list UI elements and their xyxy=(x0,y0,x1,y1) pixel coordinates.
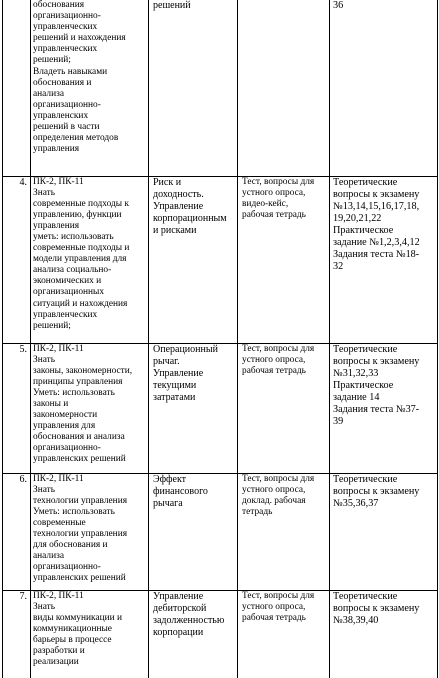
competence-cell xyxy=(31,343,149,473)
cell-text-line: Теоретические xyxy=(333,590,398,602)
cell-text-line: решений xyxy=(153,0,191,11)
cell-text-line: Знать xyxy=(33,354,56,365)
cell-text-line: уметь: использовать xyxy=(33,231,114,242)
cell-text-line: Тест, вопросы для xyxy=(242,590,315,601)
cell-text-line: организационно- xyxy=(33,99,101,110)
cell-text-line: ПК-2, ПК-11 xyxy=(33,590,84,601)
cell-text-line: Уметь: использовать xyxy=(33,506,115,517)
cell-text-line: анализа xyxy=(33,88,64,99)
cell-text-line: Практическое xyxy=(333,379,394,391)
cell-text-line: законы и xyxy=(33,398,69,409)
cell-text-line: анализа социально- xyxy=(33,265,112,276)
cell-text-line: коммуникационные xyxy=(33,623,112,634)
cell-text-line: 32 xyxy=(333,260,344,272)
cell-text-line: №35,36,37 xyxy=(333,497,379,509)
cell-text-line: Тест, вопросы для xyxy=(242,343,315,354)
row-number xyxy=(3,0,31,176)
cell-text-line: Управление xyxy=(153,590,204,602)
topic-cell xyxy=(149,343,238,473)
assessment-tasks-cell xyxy=(330,0,438,176)
cell-text-line: 19,20,21,22 xyxy=(333,212,382,224)
cell-text-line: управленских решений xyxy=(33,454,126,465)
cell-text-line: современные подходы и xyxy=(33,243,130,254)
cell-text-line: затратами xyxy=(153,391,196,403)
cell-text-line: Знать xyxy=(33,484,56,495)
cell-text-line: задание 14 xyxy=(333,391,380,403)
row-number: 7. xyxy=(3,590,31,678)
cell-text-line: рабочая тетрадь xyxy=(242,209,306,220)
topic-cell xyxy=(149,473,238,590)
cell-text-line: управления для xyxy=(33,421,96,432)
table-row xyxy=(3,176,438,343)
cell-text-line: управленческих xyxy=(33,22,98,33)
cell-text-line: модели управления для xyxy=(33,254,127,265)
cell-text-line: Тест, вопросы для xyxy=(242,473,315,484)
cell-text-line: вопросы к экзамену xyxy=(333,355,420,367)
cell-text-line: управленских решений xyxy=(33,573,126,584)
cell-text-line: решений; xyxy=(33,320,71,331)
cell-text-line: экономических и xyxy=(33,276,102,287)
cell-text-line: рычаг. xyxy=(153,355,180,367)
cell-text-line: организационных xyxy=(33,287,105,298)
cell-text-line: задолженностью xyxy=(153,614,225,626)
assessment-form-cell xyxy=(238,590,330,678)
cell-text-line: организационно- xyxy=(33,443,101,454)
cell-text-line: Операционный xyxy=(153,343,218,355)
cell-text-line: Управление xyxy=(153,367,204,379)
cell-text-line: обоснования xyxy=(33,0,85,10)
cell-text-line: организационно- xyxy=(33,11,101,22)
cell-text-line: 39 xyxy=(333,415,344,427)
cell-text-line: устного опроса, xyxy=(242,601,306,612)
cell-text-line: ПК-2, ПК-11 xyxy=(33,176,84,187)
cell-text-line: устного опроса, xyxy=(242,484,306,495)
assessment-tasks-cell xyxy=(330,590,438,678)
row-number: 5. xyxy=(3,343,31,473)
cell-text-line: современные подходы к xyxy=(33,198,129,209)
cell-text-line: принципы управления xyxy=(33,376,123,387)
cell-text-line: Уметь: использовать xyxy=(33,387,115,398)
competence-cell xyxy=(31,176,149,343)
cell-text-line: анализа xyxy=(33,551,64,562)
cell-text-line: управленских xyxy=(33,110,89,121)
cell-text-line: Теоретические xyxy=(333,343,398,355)
cell-text-line: решений и нахождения xyxy=(33,33,126,44)
cell-text-line: вопросы к экзамену xyxy=(333,188,420,200)
cell-text-line: Управление xyxy=(153,200,204,212)
cell-text-line: вопросы к экзамену xyxy=(333,485,420,497)
cell-text-line: Тест, вопросы для xyxy=(242,176,315,187)
competence-cell xyxy=(31,590,149,678)
cell-text-line: Задания теста №18- xyxy=(333,248,420,260)
competence-cell xyxy=(31,473,149,590)
assessment-tasks-cell xyxy=(330,343,438,473)
cell-text-line: вопросы к экзамену xyxy=(333,602,420,614)
table-row xyxy=(3,343,438,473)
cell-text-line: 36 xyxy=(333,0,344,11)
cell-text-line: №38,39,40 xyxy=(333,614,379,626)
cell-text-line: рабочая тетрадь xyxy=(242,365,306,376)
cell-text-line: доклад. рабочая xyxy=(242,495,306,506)
cell-text-line: управления xyxy=(33,144,80,155)
cell-text-line: рабочая тетрадь xyxy=(242,612,306,623)
cell-text-line: барьеры в процессе xyxy=(33,634,112,645)
cell-text-line: Теоретические xyxy=(333,473,398,485)
cell-text-line: законы, закономерности, xyxy=(33,365,133,376)
cell-text-line: технологии управления xyxy=(33,495,128,506)
cell-text-line: закономерности xyxy=(33,410,98,421)
cell-text-line: Задания теста №37- xyxy=(333,403,420,415)
topic-cell xyxy=(149,0,238,176)
cell-text-line: решений в части xyxy=(33,122,100,133)
cell-text-line: тетрадь xyxy=(242,506,273,517)
cell-text-line: корпорационным xyxy=(153,212,227,224)
competence-cell xyxy=(31,0,149,176)
cell-text-line: доходность. xyxy=(153,188,204,200)
assessment-table xyxy=(2,0,438,678)
assessment-tasks-cell xyxy=(330,176,438,343)
cell-text-line: видео-кейс, xyxy=(242,198,289,209)
cell-text-line: ПК-2, ПК-11 xyxy=(33,343,84,354)
cell-text-line: управленческих xyxy=(33,44,98,55)
cell-text-line: дебиторской xyxy=(153,602,207,614)
assessment-table-body xyxy=(3,0,438,678)
cell-text-line: управления xyxy=(33,220,80,231)
cell-text-line: обоснования и анализа xyxy=(33,432,125,443)
cell-text-line: Знать xyxy=(33,187,56,198)
cell-text-line: управленческих xyxy=(33,309,98,320)
assessment-tasks-cell xyxy=(330,473,438,590)
cell-text-line: обоснования и xyxy=(33,77,92,88)
cell-text-line: №13,14,15,16,17,18, xyxy=(333,200,420,212)
cell-text-line: Знать xyxy=(33,601,56,612)
cell-text-line: решений; xyxy=(33,55,71,66)
cell-text-line: корпорации xyxy=(153,626,204,638)
cell-text-line: определения методов xyxy=(33,133,119,144)
assessment-form-cell xyxy=(238,343,330,473)
cell-text-line: и рисками xyxy=(153,224,197,236)
row-number: 6. xyxy=(3,473,31,590)
cell-text-line: виды коммуникации и xyxy=(33,612,123,623)
cell-text-line: Владеть навыками xyxy=(33,66,108,77)
cell-text-line: рычага xyxy=(153,497,183,509)
topic-cell xyxy=(149,590,238,678)
cell-text-line: Эффект xyxy=(153,473,187,485)
cell-text-line: Практическое xyxy=(333,224,394,236)
cell-text-line: технологии управления xyxy=(33,528,128,539)
cell-text-line: Теоретические xyxy=(333,176,398,188)
row-number: 4. xyxy=(3,176,31,343)
cell-text-line: организационно- xyxy=(33,562,101,573)
cell-text-line: современные xyxy=(33,517,86,528)
topic-cell xyxy=(149,176,238,343)
cell-text-line: ситуаций и нахождения xyxy=(33,298,128,309)
assessment-form-cell xyxy=(238,0,330,176)
cell-text-line: для обоснования и xyxy=(33,540,108,551)
cell-text-line: Риск и xyxy=(153,176,182,188)
cell-text-line: финансового xyxy=(153,485,208,497)
assessment-form-cell xyxy=(238,176,330,343)
cell-text-line: устного опроса, xyxy=(242,354,306,365)
assessment-form-cell xyxy=(238,473,330,590)
cell-text-line: №31,32,33 xyxy=(333,367,379,379)
table-row xyxy=(3,0,438,176)
table-row xyxy=(3,590,438,678)
cell-text-line: текущими xyxy=(153,379,197,391)
cell-text-line: реализации xyxy=(33,657,79,668)
cell-text-line: разработки и xyxy=(33,645,85,656)
cell-text-line: управлению, функции xyxy=(33,209,122,220)
table-row xyxy=(3,473,438,590)
cell-text-line: ПК-2, ПК-11 xyxy=(33,473,84,484)
cell-text-line: устного опроса, xyxy=(242,187,306,198)
cell-text-line: задание №1,2,3,4,12 xyxy=(333,236,420,248)
